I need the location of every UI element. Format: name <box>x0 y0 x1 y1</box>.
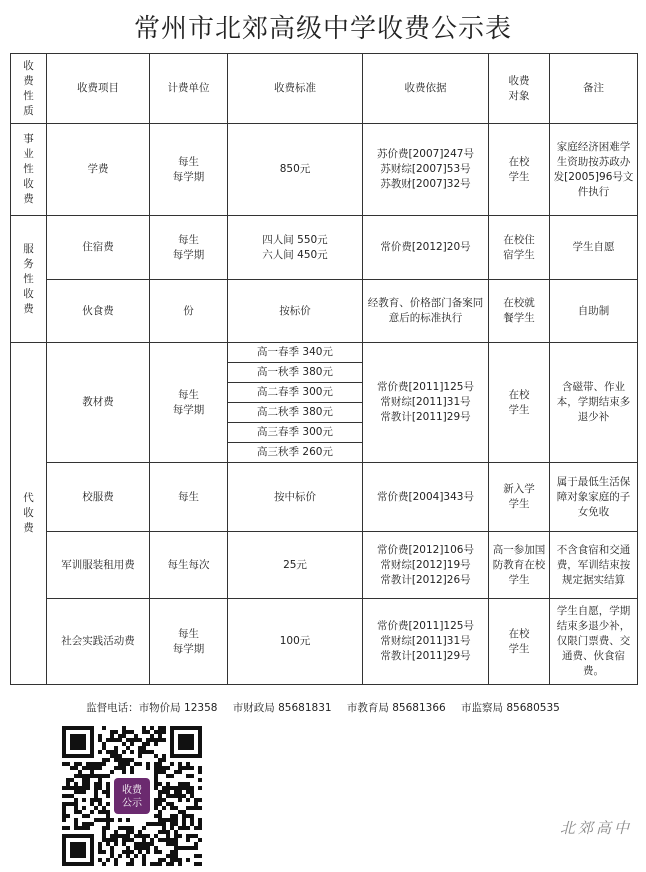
qr-finder-top-left <box>62 726 94 758</box>
group-cell <box>11 216 47 343</box>
header-basis: 收费依据 <box>363 54 489 124</box>
qr-badge-line-1: 收费 <box>122 785 142 796</box>
qr-finder-bottom-left <box>62 834 94 866</box>
group-cell <box>11 124 47 216</box>
basis-cell: 常价费[2011]125号 常财综[2011]31号 常教计[2011]29号 <box>363 343 489 463</box>
qr-badge-line-2: 公示 <box>122 798 142 809</box>
basis-cell: 经教育、价格部门备案同意后的标准执行 <box>363 280 489 343</box>
unit-cell: 每生 每学期 <box>150 599 228 685</box>
target-cell: 在校住 宿学生 <box>489 216 550 280</box>
header-remark: 备注 <box>550 54 638 124</box>
basis-cell: 苏价费[2007]247号 苏财综[2007]53号 苏教财[2007]32号 <box>363 124 489 216</box>
unit-cell: 每生 每学期 <box>150 343 228 463</box>
unit-cell: 每生每次 <box>150 532 228 599</box>
remark-cell: 学生自愿，学期结束多退少补，仅限门票费、交通费、伙食宿费。 <box>550 599 638 685</box>
item-cell: 住宿费 <box>47 216 150 280</box>
table-row <box>11 599 638 685</box>
header-unit: 计费单位 <box>150 54 228 124</box>
table-row <box>11 124 638 216</box>
standard-cell: 100元 <box>228 599 363 685</box>
qr-code <box>58 722 206 870</box>
target-cell: 在校 学生 <box>489 124 550 216</box>
standard-cell: 25元 <box>228 532 363 599</box>
contact-education-bureau: 市教育局 85681366 <box>346 702 446 714</box>
contact-supervision-bureau: 市监察局 85680535 <box>461 702 560 714</box>
contact-finance-bureau: 市财政局 85681831 <box>232 702 332 714</box>
header-nature-text: 收费性质 <box>23 59 34 117</box>
textbook-standard-cell: 高二春季 300元 <box>228 383 363 403</box>
target-cell: 在校 学生 <box>489 599 550 685</box>
header-target-text: 收费对象 <box>508 74 530 102</box>
remark-cell: 不含食宿和交通费，军训结束按规定据实结算 <box>550 532 638 599</box>
table-row <box>11 216 638 280</box>
item-cell: 伙食费 <box>47 280 150 343</box>
header-item: 收费项目 <box>47 54 150 124</box>
standard-cell: 按中标价 <box>228 463 363 532</box>
group-label: 代收费 <box>23 492 34 534</box>
table-row <box>11 343 638 363</box>
header-nature <box>11 54 47 124</box>
fee-table <box>10 53 638 685</box>
basis-cell: 常价费[2012]20号 <box>363 216 489 280</box>
contacts-label: 监督电话： <box>86 702 139 714</box>
item-cell: 学费 <box>47 124 150 216</box>
header-standard: 收费标准 <box>228 54 363 124</box>
table-row <box>11 463 638 532</box>
remark-cell: 家庭经济困难学生资助按苏政办发[2005]96号文件执行 <box>550 124 638 216</box>
unit-cell: 每生 <box>150 463 228 532</box>
supervision-contacts <box>0 700 646 715</box>
contact-price-bureau: 市物价局 12358 <box>138 702 218 714</box>
remark-cell: 含磁带、作业本，学期结束多退少补 <box>550 343 638 463</box>
item-cell: 社会实践活动费 <box>47 599 150 685</box>
textbook-standard-cell: 高三春季 300元 <box>228 423 363 443</box>
item-cell: 校服费 <box>47 463 150 532</box>
standard-cell: 按标价 <box>228 280 363 343</box>
textbook-standard-cell: 高二秋季 380元 <box>228 403 363 423</box>
group-label: 事业性收费 <box>23 133 34 205</box>
target-cell: 高一参加国防教育在校学生 <box>489 532 550 599</box>
remark-cell: 学生自愿 <box>550 216 638 280</box>
unit-cell: 份 <box>150 280 228 343</box>
group-label: 服务性收费 <box>23 242 34 315</box>
target-cell: 新入学 学生 <box>489 463 550 532</box>
target-cell: 在校 学生 <box>489 343 550 463</box>
basis-cell: 常价费[2011]125号 常财综[2011]31号 常教计[2011]29号 <box>363 599 489 685</box>
unit-cell: 每生 每学期 <box>150 124 228 216</box>
signature: 北郊高中 <box>559 819 632 837</box>
standard-cell: 850元 <box>228 124 363 216</box>
textbook-standard-cell: 高三秋季 260元 <box>228 443 363 463</box>
table-row <box>11 532 638 599</box>
textbook-standard-cell: 高一春季 340元 <box>228 343 363 363</box>
remark-cell: 自助制 <box>550 280 638 343</box>
basis-cell: 常价费[2012]106号 常财综[2012]19号 常教计[2012]26号 <box>363 532 489 599</box>
unit-cell: 每生 每学期 <box>150 216 228 280</box>
basis-cell: 常价费[2004]343号 <box>363 463 489 532</box>
page-title: 常州市北郊高级中学收费公示表 <box>133 14 512 44</box>
remark-cell: 属于最低生活保障对象家庭的子女免收 <box>550 463 638 532</box>
target-cell: 在校就 餐学生 <box>489 280 550 343</box>
table-row <box>11 280 638 343</box>
table-header-row <box>11 54 638 124</box>
header-target <box>489 54 550 124</box>
textbook-standard-cell: 高一秋季 380元 <box>228 363 363 383</box>
standard-cell: 四人间 550元 六人间 450元 <box>228 216 363 280</box>
item-cell: 军训服装租用费 <box>47 532 150 599</box>
qr-finder-top-right <box>170 726 202 758</box>
group-cell <box>11 343 47 685</box>
item-cell: 教材费 <box>47 343 150 463</box>
